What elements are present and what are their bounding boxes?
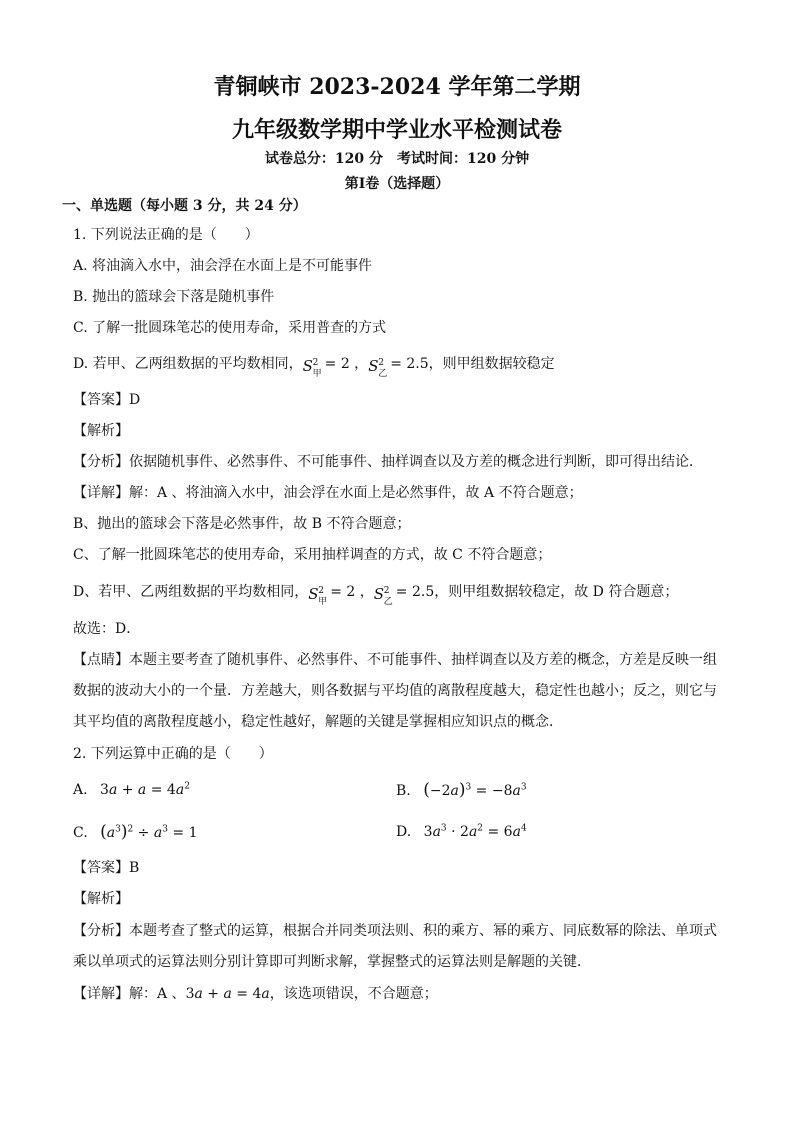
exam-meta: 试卷总分：120 分 考试时间：120 分钟 — [264, 151, 530, 167]
subscript-jia: 甲 — [312, 369, 322, 379]
q2-detail-formula: 3a + a = 4a — [185, 986, 270, 1002]
q1-detail-d — [73, 582, 679, 607]
q1-stem: 1. 下列说法正确的是（ ） — [73, 227, 259, 243]
subscript-jia-2: 甲 — [318, 597, 328, 607]
variance-jia: S 2 甲 — [303, 354, 325, 374]
q1-option-d-tail: ，则甲组数据较稳定 — [428, 356, 555, 372]
q2-detail-text: 【详解】解：A 、 — [73, 986, 186, 1002]
exam-title-line2: 九年级数学期中学业水平检测试卷 — [231, 117, 562, 143]
q2-option-a — [73, 780, 190, 800]
q2-option-a-formula: $3a + a = 4a^2$ — [100, 781, 190, 798]
exam-title-line1: 青铜峡市 2023-2024 学年第二学期 — [213, 74, 581, 100]
q2-option-c-label: C. — [73, 825, 88, 841]
q1-detail-c: C、了解一批圆珠笔芯的使用寿命，采用抽样调查的方式，故 C 不符合题意； — [73, 547, 552, 563]
q2-detail — [73, 984, 438, 1004]
q2-jiexi: 【解析】 — [73, 891, 129, 907]
q1-detail-b: B、抛出的篮球会下落是必然事件，故 B 不符合题意； — [73, 516, 411, 532]
variance-yi: S 2 乙 — [368, 354, 390, 374]
variance-jia-2: S 2 甲 — [308, 582, 330, 602]
q2-answer: 【答案】B — [73, 860, 140, 876]
q2-analysis-1: 【分析】本题考查了整式的运算，根据合并同类项法则、积的乘方、幂的乘方、同底数幂的除法、单项式 — [73, 923, 717, 939]
q2-option-b — [396, 780, 527, 801]
variance-jia-value: = 2 ， — [324, 356, 369, 372]
subscript-yi: 乙 — [378, 369, 388, 379]
q2-option-d — [396, 822, 527, 842]
q1-option-b: B. 抛出的篮球会下落是随机事件 — [73, 289, 275, 305]
q2-option-c-formula: $(a^3)^2 \div a^3 = 1$ — [100, 822, 198, 842]
variance-yi-value-2: = 2.5 — [395, 584, 435, 600]
q2-stem: 2. 下列运算中正确的是（ ） — [73, 746, 273, 762]
section-heading: 一、单选题（每小题 3 分，共 24 分） — [62, 198, 307, 214]
q1-jiexi: 【解析】 — [73, 423, 129, 439]
q2-option-d-label: D. — [396, 824, 412, 840]
q2-option-b-formula: $(-2a)^3 = -8a^3$ — [423, 780, 527, 800]
part-title: 第Ⅰ卷（选择题） — [344, 176, 450, 192]
q2-detail-tail: ，该选项错误，不合题意； — [269, 986, 438, 1002]
q1-option-c: C. 了解一批圆珠笔芯的使用寿命，采用普查的方式 — [73, 320, 387, 336]
q1-option-a: A. 将油滴入水中，油会浮在水面上是不可能事件 — [73, 258, 373, 274]
q1-detail-d-text: D、若甲、乙两组数据的平均数相同， — [73, 584, 309, 600]
q1-answer: 【答案】D — [73, 392, 141, 408]
q1-detail-d-tail: ，则甲组数据较稳定，故 D 符合题意； — [434, 584, 679, 600]
q1-detail: 【详解】解：A 、将油滴入水中，油会浮在水面上是必然事件，故 A 不符合题意； — [73, 485, 583, 501]
subscript-yi-2: 乙 — [383, 597, 393, 607]
variance-yi-2: S 2 乙 — [374, 582, 396, 602]
q1-conclusion: 故选：D． — [73, 621, 141, 637]
variance-jia-value-2: = 2 ， — [330, 584, 374, 600]
q2-option-c — [73, 822, 198, 843]
q1-analysis: 【分析】依据随机事件、必然事件、不可能事件、抽样调查以及方差的概念进行判断，即可得出结论． — [73, 454, 703, 470]
q1-comment-3: 其平均值的离散程度越小，稳定性越好，解题的关键是掌握相应知识点的概念． — [73, 714, 563, 730]
q1-comment-2: 数据的波动大小的一个量．方差越大，则各数据与平均值的离散程度越大，稳定性也越小；反之，则它与 — [73, 683, 717, 699]
q1-comment-1: 【点睛】本题主要考查了随机事件、必然事件、不可能事件、抽样调查以及方差的概念，方差是反映一组 — [73, 652, 717, 668]
variance-yi-value: = 2.5 — [390, 356, 429, 372]
q1-option-d — [73, 354, 555, 379]
q2-option-b-label: B. — [396, 783, 411, 799]
q2-option-d-formula: $3a^3 \cdot 2a^2 = 6a^4$ — [423, 823, 527, 840]
q1-option-d-text: D. 若甲、乙两组数据的平均数相同， — [73, 356, 303, 372]
q2-analysis-2: 乘以单项式的运算法则分别计算即可判断求解，掌握整式的运算法则是解题的关键． — [73, 954, 591, 970]
q2-option-a-label: A. — [73, 782, 88, 798]
